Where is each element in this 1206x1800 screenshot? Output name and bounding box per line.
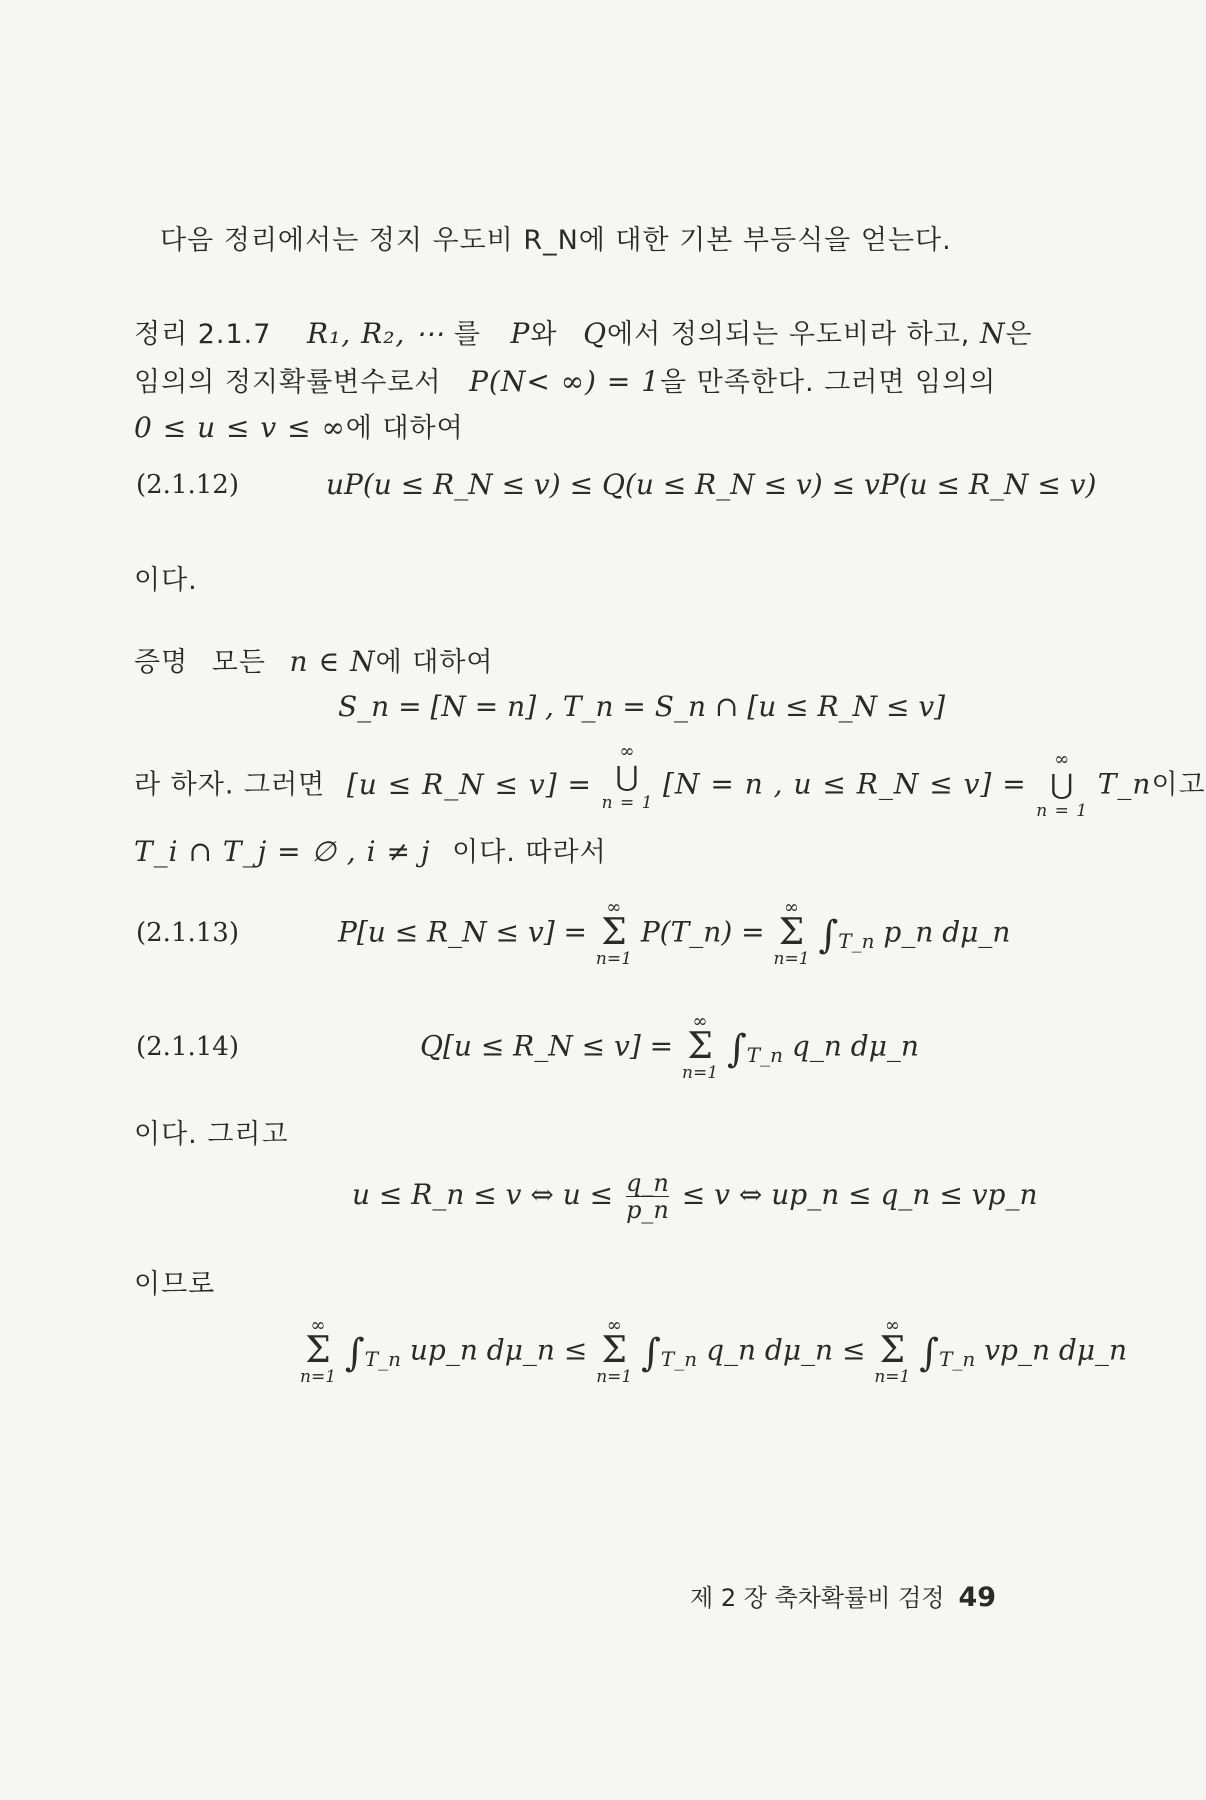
theorem-text: 은 [1005,319,1033,350]
equivalence-line [352,1170,1037,1223]
sum-operator: ∞ Σ n=1 [773,897,810,969]
theorem-label: 정리 2.1.7 [134,319,272,350]
union-lower: n = 1 [1036,801,1089,821]
paragraph-text: 이다. [134,565,198,596]
proof-text: 모든 [211,647,266,678]
proof-label: 증명 [134,647,189,678]
theorem-line-3 [134,406,464,445]
equation-term: vp_n dμ_n [984,1333,1128,1367]
equation-term: ≤ v ⇔ up_n ≤ q_n ≤ vp_n [681,1178,1038,1211]
integral-sign: ∫ [919,1330,940,1375]
sum-lower: n=1 [596,1367,633,1387]
equation-term: Q[u ≤ R_N ≤ v] = [420,1029,674,1063]
sum-lower: n=1 [682,1063,719,1083]
proof-math: [N = n , u ≤ R_N ≤ v] = [663,767,1027,801]
union-upper: ∞ [1054,749,1071,770]
integral-sign: ∫ [641,1330,661,1375]
union-lower: n = 1 [601,793,654,813]
theorem-text: 를 [453,319,481,350]
proof-math: n ∈ N [289,645,376,678]
sum-lower: n=1 [773,949,810,969]
union-operator: ∞ ⋃ n = 1 [1036,749,1089,821]
intro-sentence: 다음 정리에서는 정지 우도비 R_N에 대한 기본 부등식을 얻는다. [160,225,952,256]
sum-lower: n=1 [300,1367,337,1387]
sum-upper: ∞ [606,897,622,918]
equation-2-1-14 [420,1011,919,1083]
integral-sign: ∫ [818,912,839,957]
fraction-denominator: p_n [626,1196,669,1224]
equation-term: P[u ≤ R_N ≤ v] = [338,915,588,949]
definition-line: S_n = [N = n] , T_n = S_n ∩ [u ≤ R_N ≤ v] [338,690,946,723]
proof-line-3 [134,830,607,869]
final-inequality [300,1315,1128,1387]
theorem-text: 에서 정의되는 우도비라 하고, [607,319,971,350]
theorem-line-1 [134,312,1033,351]
union-operator: ∞ ⋃ n = 1 [601,741,654,813]
sum-upper: ∞ [784,897,800,918]
theorem-line-2 [134,360,996,399]
proof-math: [u ≤ R_N ≤ v] = [346,767,593,801]
theorem-math: N [979,317,1006,350]
chapter-title: 제 2 장 축차확률비 검정 [690,1584,945,1612]
integral-domain: T_n [838,929,875,954]
proof-math: T_i ∩ T_j = ∅ , i ≠ j [134,835,431,868]
sum-operator: ∞ Σ n=1 [300,1315,337,1387]
integral-sign: ∫ [344,1330,365,1375]
theorem-text: 와 [530,319,558,350]
theorem-math: Q [583,317,608,350]
sum-operator: ∞ Σ n=1 [682,1011,719,1083]
sum-operator: ∞ Σ n=1 [874,1315,911,1387]
equation-term: u ≤ R_n ≤ v ⇔ u ≤ [352,1178,614,1211]
theorem-math: P [510,317,531,350]
integral-domain: T_n [364,1347,401,1372]
equation-2-1-13 [338,897,1011,969]
theorem-text: 을 만족한다. 그러면 임의의 [660,367,997,398]
sum-operator: ∞ Σ n=1 [595,897,632,969]
equation-number: (2.1.14) [136,1032,239,1062]
proof-line-2 [134,741,1206,821]
sum-operator: ∞ Σ n=1 [596,1315,633,1387]
page-footer [690,1578,996,1613]
proof-text: 이고 [1151,769,1206,801]
theorem-math: 0 ≤ u ≤ v ≤ ∞ [134,411,346,444]
theorem-text: 임의의 정지확률변수로서 [134,367,442,398]
union-upper: ∞ [619,741,636,762]
integral-domain: T_n [939,1347,976,1372]
proof-text: 에 대하여 [375,647,494,678]
page-number: 49 [958,1582,997,1613]
sum-upper: ∞ [310,1315,326,1336]
proof-text: 라 하자. 그러면 [134,769,326,801]
integral-domain: T_n [660,1347,698,1372]
theorem-math: R₁, R₂, ⋯ [307,317,445,350]
paragraph-text: 이다. 그리고 [134,1119,289,1150]
theorem-text: 에 대하여 [345,413,464,444]
sum-upper: ∞ [884,1315,900,1336]
theorem-math: P(N< ∞) = 1 [469,365,661,398]
sum-upper: ∞ [606,1315,622,1336]
integral-domain: T_n [746,1043,783,1068]
equation-term: q_n dμ_n ≤ [706,1333,866,1367]
sum-lower: n=1 [874,1367,911,1387]
equation-number: (2.1.12) [136,470,239,500]
proof-text: 이다. 따라서 [452,837,607,868]
equation-term: P(T_n) = [640,915,765,949]
equation-number: (2.1.13) [136,918,239,948]
equation-term: q_n dμ_n [791,1029,919,1063]
equation-term: up_n dμ_n ≤ [409,1333,588,1367]
paragraph-text: 이므로 [134,1269,216,1300]
proof-math: T_n [1097,767,1152,801]
fraction-numerator: q_n [626,1169,669,1197]
proof-line-1 [134,640,494,679]
integral-sign: ∫ [726,1026,747,1071]
fraction [626,1170,669,1223]
equation-2-1-12: uP(u ≤ R_N ≤ v) ≤ Q(u ≤ R_N ≤ v) ≤ vP(u ≤ R_N ≤ v) [326,468,1097,501]
equation-term: p_n dμ_n [883,915,1011,949]
sum-lower: n=1 [595,949,632,969]
sum-upper: ∞ [692,1011,708,1032]
